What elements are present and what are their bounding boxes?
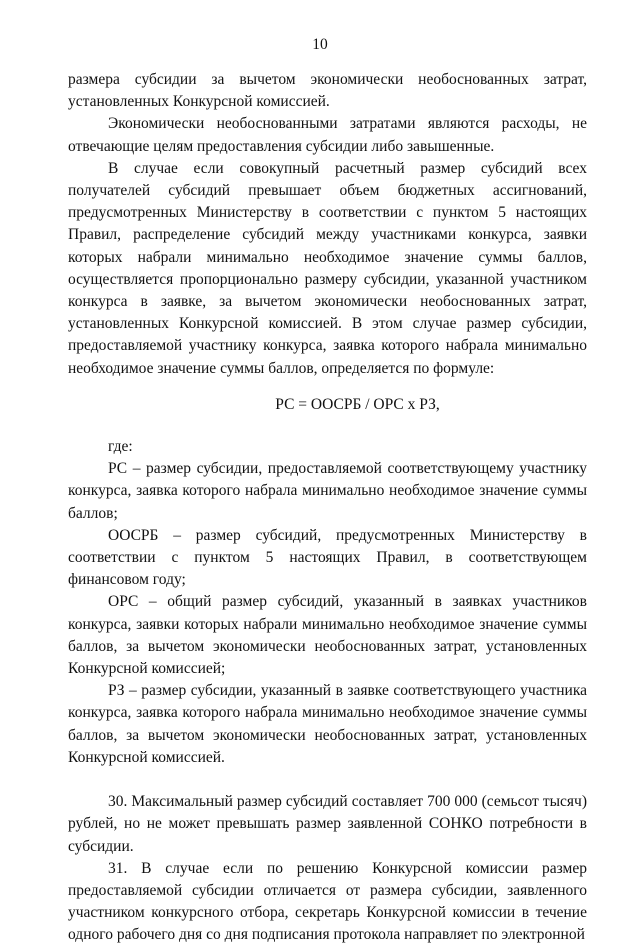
paragraph-proportional-distribution: В случае если совокупный расчетный размер субсидий всех получателей субсидий превышает объем бюджетных ассигнований, предусмотренных Министерству в соответствии с пунктом 5 настоящих Правил, распределение субсидий между участниками конкурса, заявки которых набрали минимально необходимое значение суммы баллов, осуществляется пропорционально размеру субсидии, указанной участником конкурса в заявке, за вычетом экономически необоснованных затрат, установленных Конкурсной комиссией. В этом случае размер субсидии, предоставляемой участнику конкурса, заявка которого набрала минимально необходимое значение суммы баллов, определяется по формуле:: [68, 159, 587, 377]
formula: РС = ООСРБ / ОРС х РЗ,: [275, 395, 440, 413]
paragraph-gap: [68, 769, 587, 791]
definition-rz: РЗ – размер субсидии, указанный в заявке соответствующего участника конкурса, заявка которого набрала минимально необходимое значение суммы баллов, за вычетом экономически необоснованных затрат, установленных Конкурсной комиссией.: [68, 682, 587, 766]
paragraph-continuation: размера субсидии за вычетом экономически необоснованных затрат, установленных Конкурсной комиссией.: [68, 71, 587, 111]
definition-ors: ОРС – общий размер субсидий, указанный в заявках участников конкурса, заявки которых набрали минимально необходимое значение суммы баллов, за вычетом экономически необоснованных затрат, установленных Конкурсной комиссией;: [68, 593, 587, 678]
definition-rs: РС – размер субсидии, предоставляемой соответствующему участнику конкурса, заявка которого набрала минимально необходимое значение суммы баллов;: [68, 460, 587, 522]
definition-oosrb: ООСРБ – размер субсидий, предусмотренных Министерству в соответствии с пунктом 5 настоящих Правил, в соответствующем финансовом году;: [68, 526, 587, 589]
where-label: где:: [108, 438, 133, 456]
page-number: 10: [312, 36, 328, 53]
clause-31: 31. В случае если по решению Конкурсной комиссии размер предоставляемой субсидии отличается от размера субсидии, заявленного участником конкурсного отбора, секретарь Конкурсной комиссии в течение одного рабочего дня со дня подписания протокола направляет по электронной: [68, 859, 587, 944]
clause-30: 30. Максимальный размер субсидий составляет 700 000 (семьсот тысяч) рублей, но не может превышать размер заявленной СОНКО потребности в субсидии.: [68, 793, 587, 855]
document-body: [68, 69, 587, 947]
paragraph-unjustified-costs: Экономически необоснованными затратами являются расходы, не отвечающие целям предоставления субсидии либо завышенные.: [68, 115, 587, 155]
